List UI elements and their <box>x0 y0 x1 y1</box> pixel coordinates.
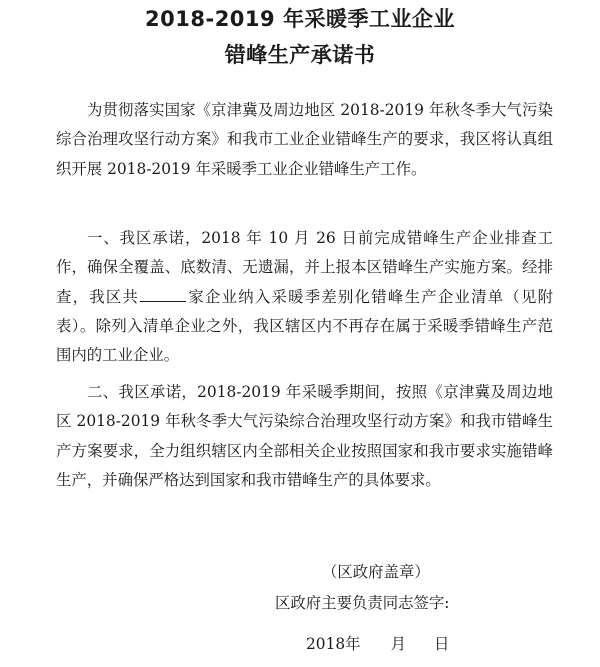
date-year: 2018年 <box>306 635 361 653</box>
signature-date <box>306 632 449 656</box>
document-title-line-1: 2018-2019 年采暖季工业企业 <box>145 7 455 31</box>
signer-label: 区政府主要负责同志签字: <box>275 594 450 612</box>
paragraph-intro: 为贯彻落实国家《京津冀及周边地区 2018-2019 年秋冬季大气污染综合治理攻坚行动方案》和我市工业企业错峰生产的要求，我区将认真组织开展 2018-2019 年采暖季工业企业错峰生产工作。 <box>56 101 553 178</box>
government-seal-label: （区政府盖章） <box>322 563 430 581</box>
enterprise-count-blank <box>140 285 186 301</box>
document-title-line-2: 错峰生产承诺书 <box>224 43 376 67</box>
date-day: 日 <box>433 635 450 653</box>
paragraph-commitment-2: 二、我区承诺，2018-2019 年采暖季期间，按照《京津冀及周边地区 2018-2019 年秋冬季大气污染综合治理攻坚行动方案》和我市错峰生产方案要求，全力组织辖区内全部相关企业按照国家和我市要求实施错峰生产，并确保严格达到国家和我市错峰生产的具体要求。 <box>56 383 553 489</box>
commitment-1-text-after-blank: 家企业纳入采暖季差别化错峰生产企业清单（见附表）。除列入清单企业之外，我区辖区内不再存在属于采暖季错峰生产范围内的工业企业。 <box>56 287 553 365</box>
commitment-1-text-before-blank: 一、我区承诺，2018 年 10 月 26 日前完成错峰生产企业排查工作，确保全覆盖、底数清、无遗漏，并上报本区错峰生产实施方案。经排查，我区共 <box>56 229 553 306</box>
paragraph-commitment-1 <box>56 224 553 370</box>
date-month: 月 <box>390 635 406 653</box>
